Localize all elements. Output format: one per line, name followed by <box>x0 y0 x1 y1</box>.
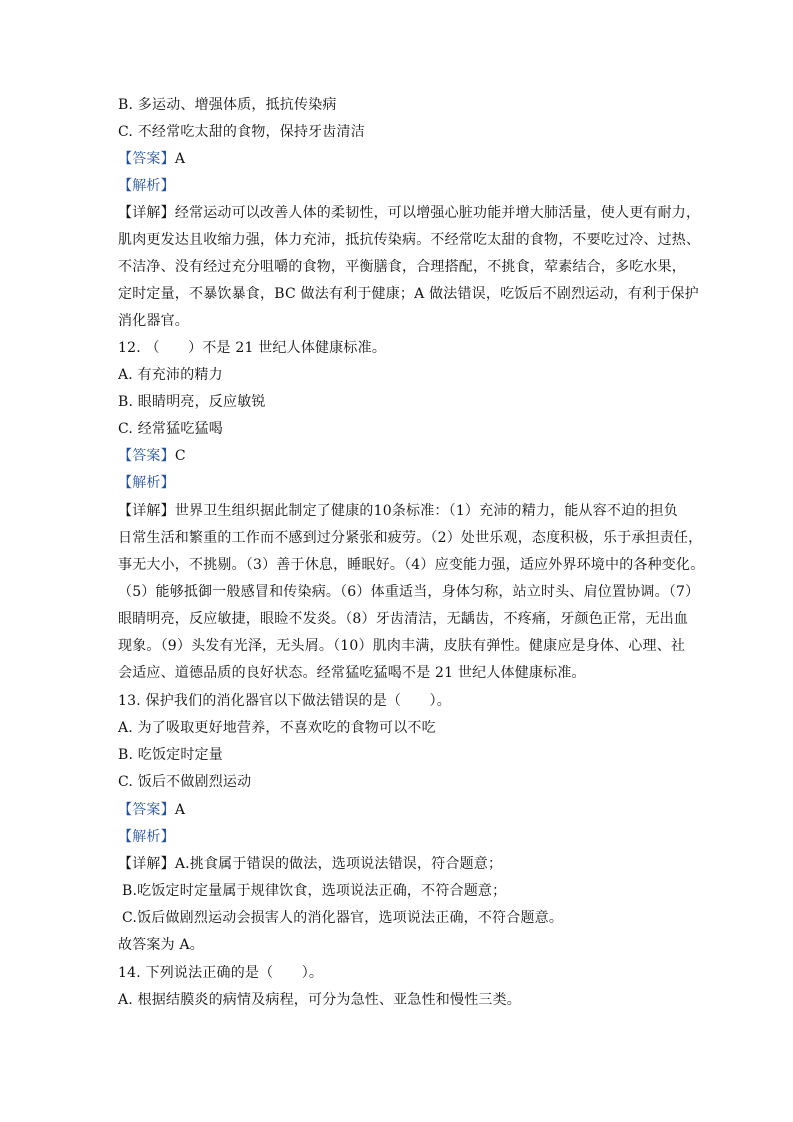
q12-analysis-tag: 【解析】 <box>118 475 175 491</box>
answer-value: A <box>174 151 186 167</box>
q11-detail-line: 【详解】经常运动可以改善人体的柔韧性，可以增强心脏功能并增大肺活量，使人更有耐力， <box>118 205 701 221</box>
q12-answer <box>118 447 186 465</box>
q12-detail-line: 【详解】世界卫生组织据此制定了健康的10条标准：（1）充沛的精力，能从容不迫的担负 <box>118 503 678 519</box>
q12-detail-line: 现象。（9）头发有光泽，无头屑。（10）肌肉丰满，皮肤有弹性。健康应是身体、心理、社 <box>118 638 686 654</box>
answer-tag: 【答案】 <box>118 151 175 167</box>
q13-detail-line: C.饭后做剧烈运动会损害人的消化器官，选项说法正确，不符合题意。 <box>122 910 564 926</box>
q11-answer <box>118 150 185 168</box>
q12-detail-line: （5）能够抵御一般感冒和传染病。（6）体重适当，身体匀称，站立时头、肩位置协调。（7） <box>118 584 700 600</box>
detail-tag: 【详解】 <box>118 856 175 872</box>
q13-conclusion: 故答案为 A。 <box>118 937 204 953</box>
q12-detail-line: 事无大小，不挑剔。（3）善于休息，睡眠好。（4）应变能力强，适应外界环境中的各种变化。 <box>118 557 705 573</box>
q11-detail-line: 肌肉更发达且收缩力强，体力充沛，抵抗传染病。不经常吃太甜的食物，不要吃过冷、过热、 <box>118 232 701 248</box>
answer-value: A <box>174 802 186 818</box>
q12-question: 12. （ ）不是 21 世纪人体健康标准。 <box>118 340 387 356</box>
q11-option-c: C. 不经常吃太甜的食物，保持牙齿清洁 <box>118 124 365 140</box>
q13-option-a: A. 为了吸取更好地营养，不喜欢吃的食物可以不吃 <box>118 720 436 736</box>
q11-detail-line: 不洁净、没有经过充分咀嚼的食物，平衡膳食，合理搭配，不挑食，荤素结合，多吃水果， <box>118 259 686 275</box>
q12-detail-line: 会适应、道德品质的良好状态。经常猛吃猛喝不是 21 世纪人体健康标准。 <box>118 665 586 681</box>
q11-detail-line: 定时定量，不暴饮暴食，BC 做法有利于健康；A 做法错误，吃饭后不剧烈运动，有利于保护 <box>118 286 699 302</box>
q14-option-a: A. 根据结膜炎的病情及病程，可分为急性、亚急性和慢性三类。 <box>118 992 522 1008</box>
answer-tag: 【答案】 <box>118 448 175 464</box>
q13-detail-line: B.吃饭定时定量属于规律饮食，选项说法正确，不符合题意； <box>122 883 507 899</box>
q13-detail-line: 【详解】A.挑食属于错误的做法，选项说法错误，符合题意； <box>118 856 503 872</box>
q12-detail-line: 眼睛明亮，反应敏捷，眼睑不发炎。（8）牙齿清洁，无龋齿，不疼痛，牙颜色正常，无出血 <box>118 611 689 627</box>
q14-question: 14. 下列说法正确的是（ ）。 <box>118 965 324 981</box>
q11-analysis-tag: 【解析】 <box>118 178 175 194</box>
q12-detail-line: 日常生活和繁重的工作而不感到过分紧张和疲劳。（2）处世乐观，态度积极，乐于承担责任， <box>118 530 703 546</box>
answer-tag: 【答案】 <box>118 802 175 818</box>
detail-tag: 【详解】 <box>118 503 175 519</box>
detail-tag: 【详解】 <box>118 205 175 221</box>
q12-option-b: B. 眼睛明亮，反应敏锐 <box>118 394 266 410</box>
q13-option-c: C. 饭后不做剧烈运动 <box>118 774 252 790</box>
q13-option-b: B. 吃饭定时定量 <box>118 747 223 763</box>
q11-option-b: B. 多运动、增强体质，抵抗传染病 <box>118 97 337 113</box>
q13-analysis-tag: 【解析】 <box>118 829 175 845</box>
q12-option-c: C. 经常猛吃猛喝 <box>118 421 223 437</box>
q12-option-a: A. 有充沛的精力 <box>118 367 223 383</box>
q11-detail-line: 消化器官。 <box>118 313 189 329</box>
q13-answer <box>118 801 185 819</box>
answer-value: C <box>174 448 186 464</box>
q13-question: 13. 保护我们的消化器官以下做法错误的是（ ）。 <box>118 693 451 709</box>
